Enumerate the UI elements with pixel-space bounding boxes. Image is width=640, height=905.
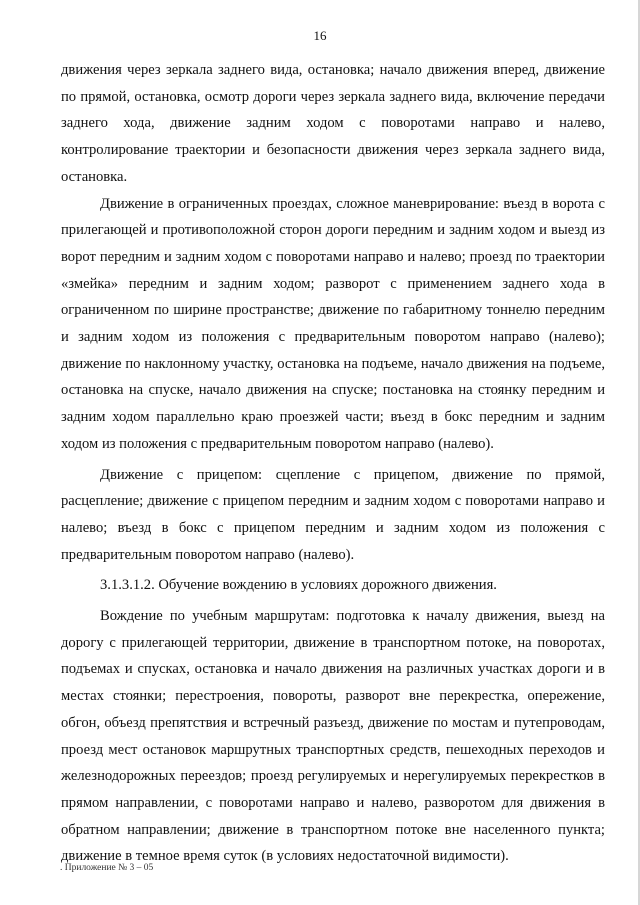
- section-heading: 3.1.3.1.2. Обучение вождению в условиях дорожного движения.: [100, 577, 497, 594]
- paragraph-continuation: движения через зеркала заднего вида, остановка; начало движения вперед, движение по прямой, остановка, осмотр дороги через зеркала заднего вида, включение передачи заднего хода, движение задним ходом с поворотами направо и налево, контролирование траектории и безопасности движения через зеркала заднего вида, остановка.: [61, 62, 605, 185]
- paragraph-road-driving: Вождение по учебным маршрутам: подготовка к началу движения, выезд на дорогу с прилегающей территории, движение в транспортном потоке, на поворотах, подъемах и спусках, остановка и начало движения на различных участках дороги и в местах стоянки; перестроения, повороты, разворот вне перекрестка, опережение, обгон, объезд препятствия и встречный разъезд, движение по мостам и путепроводам, проезд мест остановок маршрутных транспортных средств, пешеходных переходов и железнодорожных переездов; проезд регулируемых и нерегулируемых перекрестков в прямом направлении, с поворотами направо и налево, разворотом для движения в обратном направлении; движение в транспортном потоке вне населенного пункта; движение в темное время суток (в условиях недостаточной видимости).: [61, 608, 605, 865]
- paragraph-maneuvering: Движение в ограниченных проездах, сложное маневрирование: въезд в ворота с прилегающей и противоположной сторон дороги передним и задним ходом и выезд из ворот передним и задним ходом с поворотами направо и налево; проезд по траектории «змейка» передним и задним ходом; разворот с применением заднего хода в ограниченном по ширине пространстве; движение по габаритному тоннелю передним и задним ходом из положения с предварительным поворотом направо (налево); движение по наклонному участку, остановка на подъеме, начало движения на подъеме, остановка на спуске, начало движения на спуске; постановка на стоянку передним и задним ходом параллельно краю проезжей части; въезд в бокс передним и задним ходом из положения с предварительным поворотом направо (налево).: [61, 195, 605, 452]
- body-text: [61, 57, 605, 870]
- footer-note: . Приложение № 3 – 05: [60, 863, 154, 873]
- page-number: 16: [313, 28, 327, 43]
- paragraph-trailer: Движение с прицепом: сцепление с прицепом, движение по прямой, расцепление; движение с прицепом передним и задним ходом с поворотами направо и налево; въезд в бокс с прицепом передним и задним ходом из положения с предварительным поворотом направо (налево).: [61, 466, 605, 563]
